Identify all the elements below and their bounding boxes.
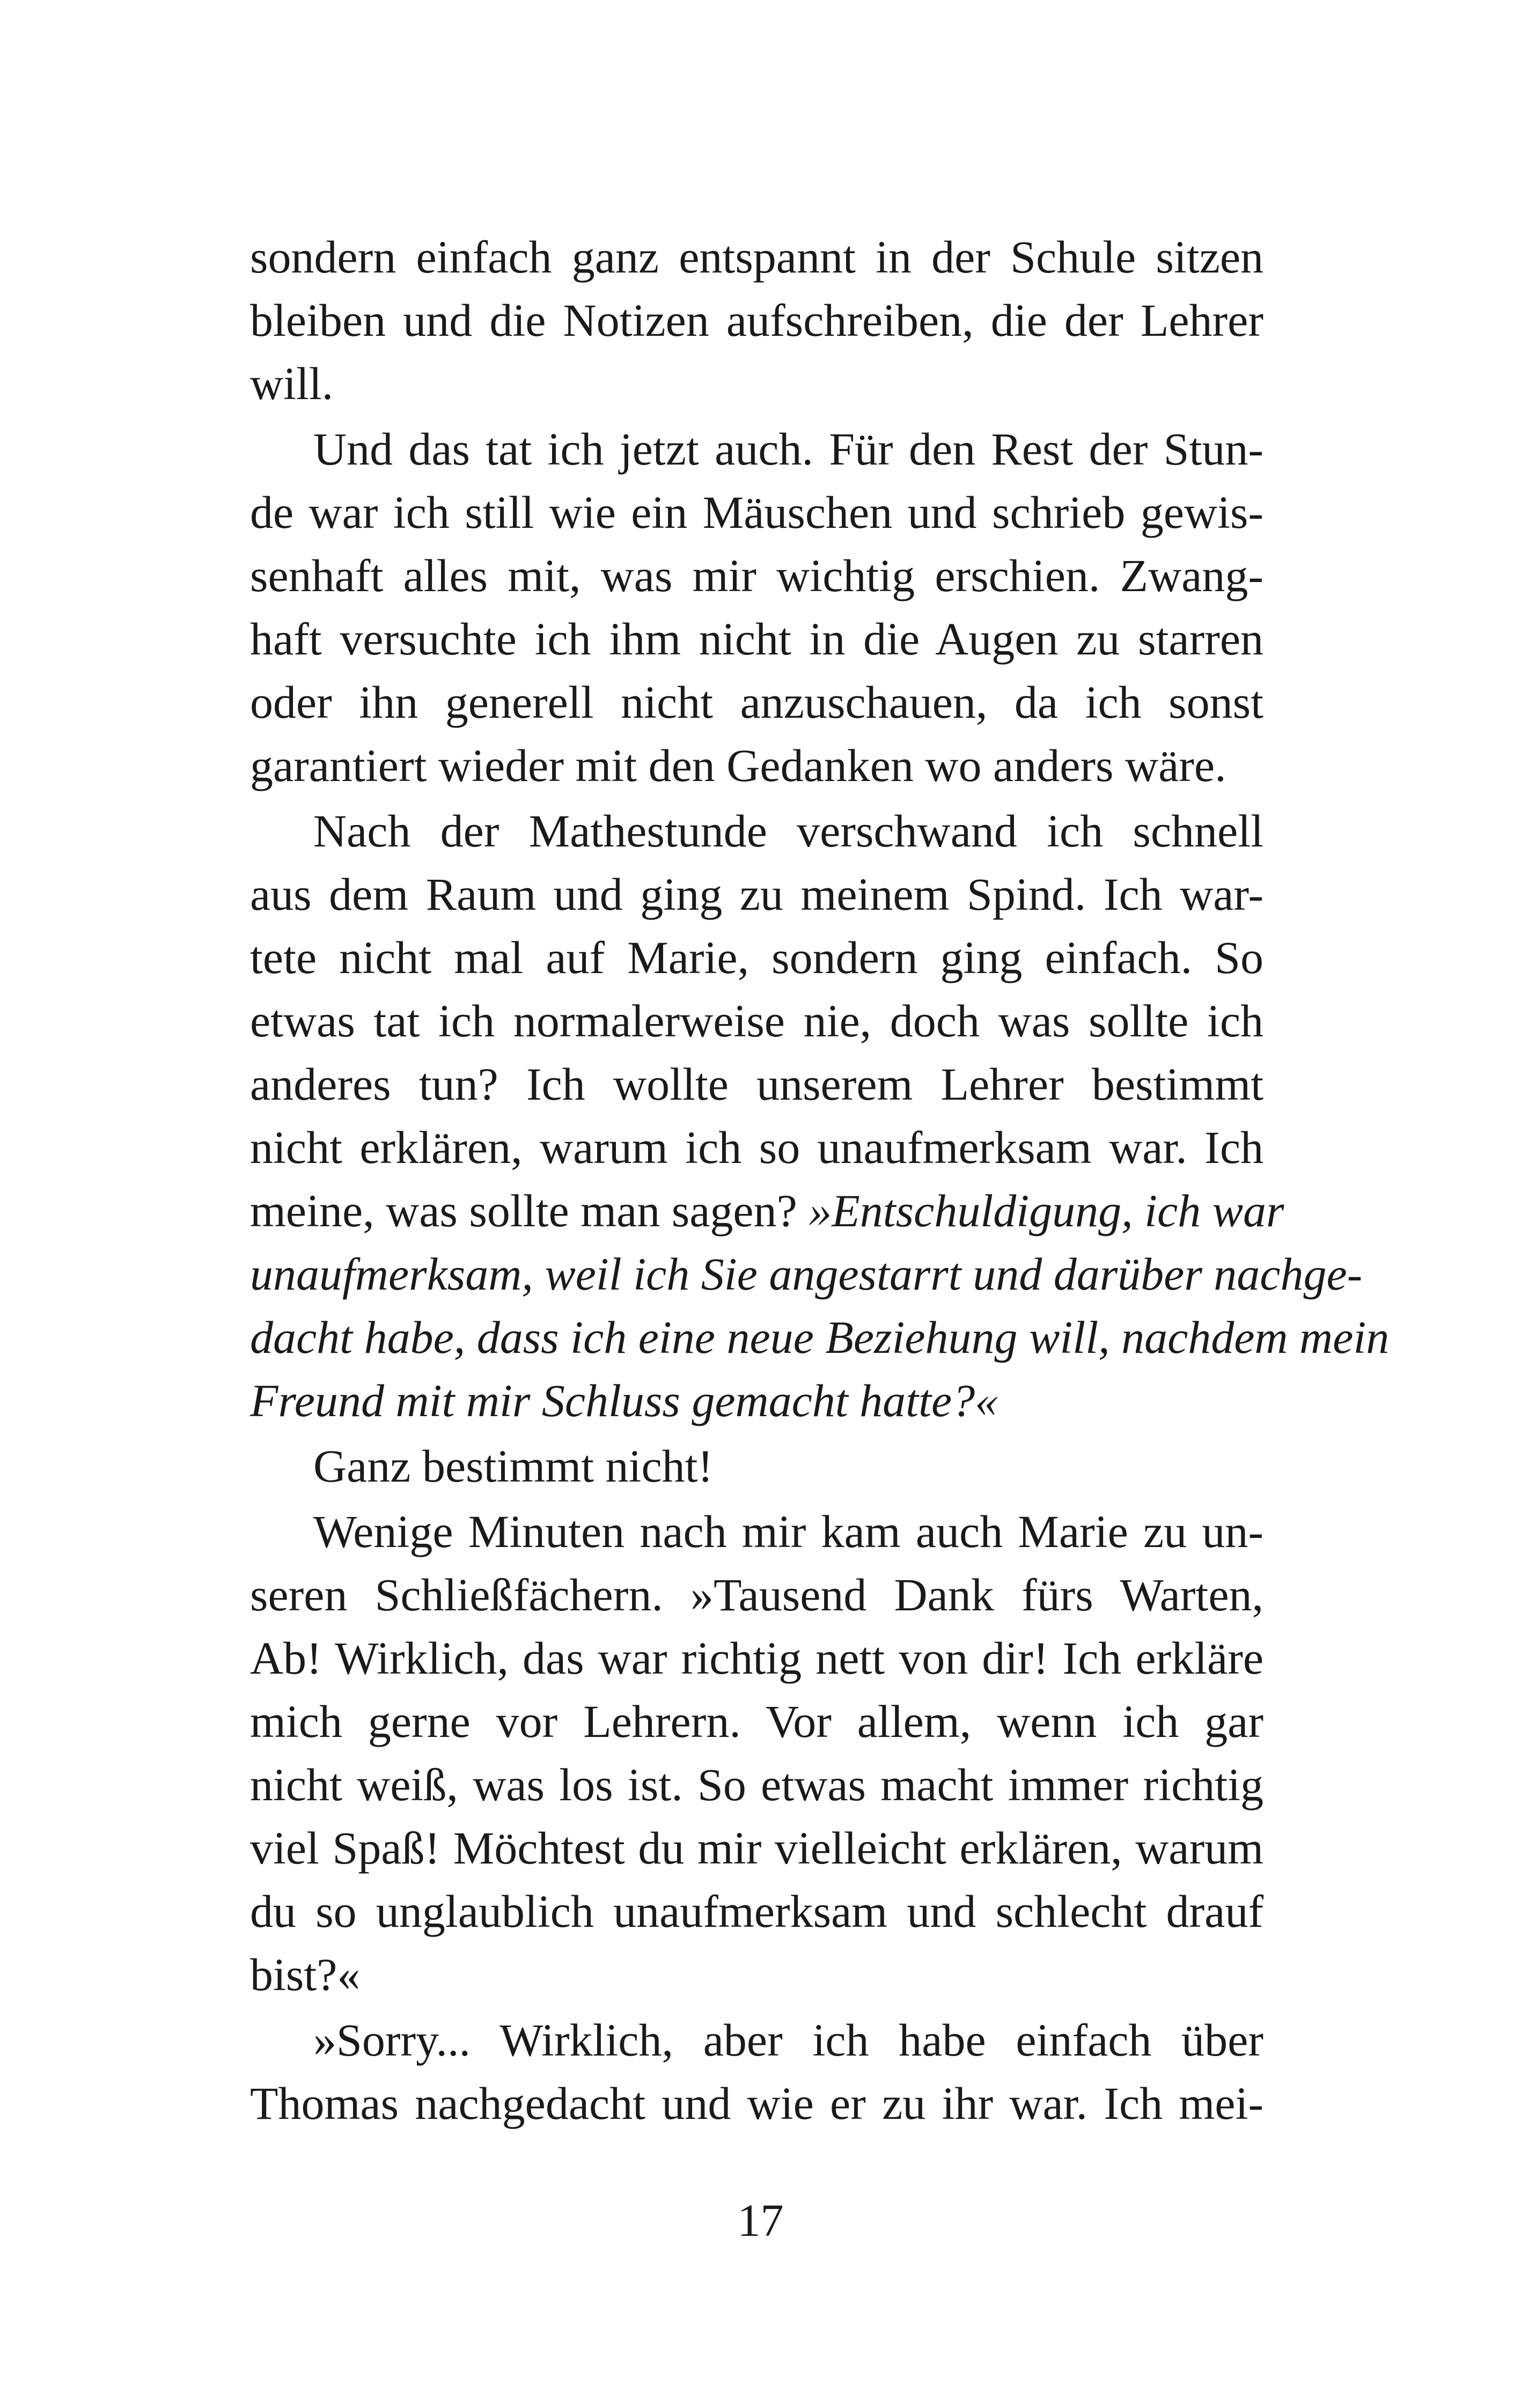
text-line: nicht erklären, warum ich so unaufmerksam war. Ich (250, 1122, 1263, 1173)
text-line: haft versuchte ich ihm nicht in die Augen zu starren (250, 613, 1263, 665)
text-line: anderes tun? Ich wollte unserem Lehrer bestimmt (250, 1058, 1263, 1110)
text-line: de war ich still wie ein Mäuschen und schrieb gewis- (250, 487, 1263, 538)
text-line: Nach der Mathestunde verschwand ich schnell (313, 805, 1263, 857)
text-line: Ab! Wirklich, das war richtig nett von dir! Ich erkläre (250, 1632, 1263, 1684)
text-segment: meine, was sollte man sagen? (250, 1185, 809, 1236)
text-line: Wenige Minuten nach mir kam auch Marie zu un- (313, 1506, 1263, 1557)
text-line: Ganz bestimmt nicht! (313, 1440, 714, 1492)
italic-text-line: Freund mit mir Schluss gemacht hatte?« (250, 1375, 998, 1426)
page-number: 17 (737, 2195, 784, 2246)
italic-text-line: dacht habe, dass ich eine neue Beziehung will, nachdem mein (250, 1312, 1390, 1363)
text-line: etwas tat ich normalerweise nie, doch was sollte ich (250, 995, 1263, 1047)
text-line: sondern einfach ganz entspannt in der Schule sitzen (250, 231, 1263, 283)
text-line: tete nicht mal auf Marie, sondern ging einfach. So (250, 932, 1263, 983)
text-line: »Sorry... Wirklich, aber ich habe einfach über (313, 2014, 1263, 2066)
text-line: will. (250, 358, 334, 409)
text-line: oder ihn generell nicht anzuschauen, da ich sonst (250, 676, 1263, 728)
text-line: nicht weiß, was los ist. So etwas macht immer richtig (250, 1759, 1263, 1810)
text-line: bleiben und die Notizen aufschreiben, die der Lehrer (250, 294, 1263, 346)
text-line: viel Spaß! Möchtest du mir vielleicht erklären, warum (250, 1822, 1263, 1874)
text-line: senhaft alles mit, was mir wichtig erschien. Zwang- (250, 550, 1263, 601)
text-line: seren Schließfächern. »Tausend Dank fürs Warten, (250, 1569, 1263, 1621)
italic-text-line: unaufmerksam, weil ich Sie angestarrt und darüber nachge- (250, 1248, 1363, 1300)
body-text (250, 225, 1390, 2135)
text-line (250, 1179, 1284, 1242)
text-line: Und das tat ich jetzt auch. Für den Rest der Stun- (313, 423, 1263, 475)
text-line: mich gerne vor Lehrern. Vor allem, wenn ich gar (250, 1696, 1263, 1747)
text-line: aus dem Raum und ging zu meinem Spind. Ich war- (250, 868, 1263, 920)
text-line: Thomas nachgedacht und wie er zu ihr war. Ich mei- (250, 2078, 1263, 2129)
text-line: garantiert wieder mit den Gedanken wo anders wäre. (250, 740, 1226, 791)
text-line: bist?« (250, 1949, 361, 2000)
text-line: du so unglaublich unaufmerksam und schlecht drauf (250, 1886, 1263, 1937)
italic-text-segment: »Entschuldigung, ich war (809, 1185, 1284, 1236)
